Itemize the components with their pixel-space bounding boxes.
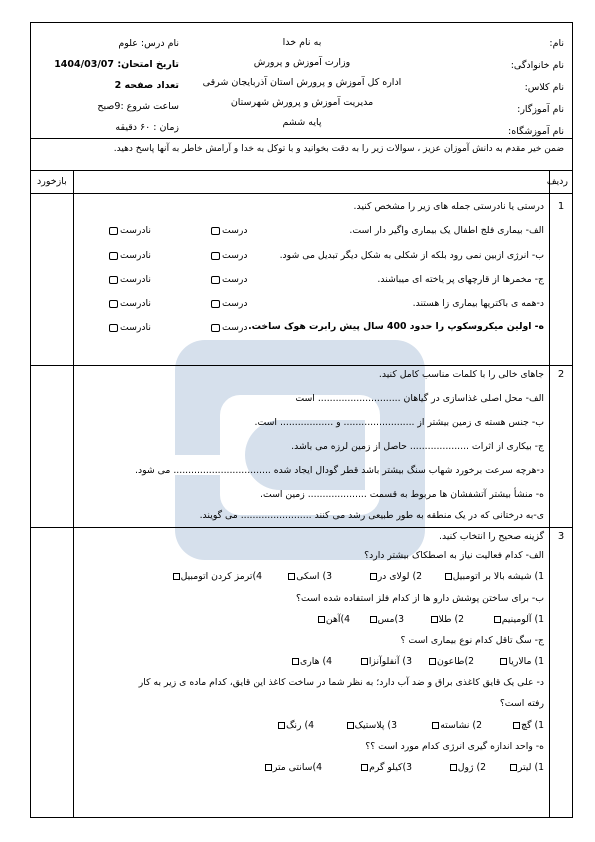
q1-title: درستی یا نادرستی جمله های زیر را مشخص کنید. bbox=[353, 201, 544, 212]
student-name-label: نام: bbox=[549, 38, 564, 49]
q1-bottom-divider bbox=[31, 365, 572, 366]
q2-item-b[interactable]: ب- جنس هسته ی زمین بیشتر از ........................ و .................. است. bbox=[254, 417, 544, 428]
feedback-column-divider bbox=[73, 171, 74, 817]
checkbox-icon bbox=[109, 300, 118, 308]
checkbox-icon bbox=[431, 616, 438, 623]
q1-item-d-false[interactable]: نادرست bbox=[107, 298, 151, 309]
q2-number: 2 bbox=[557, 369, 565, 380]
exam-info bbox=[39, 33, 179, 138]
checkbox-icon bbox=[445, 573, 452, 580]
checkbox-icon bbox=[211, 300, 220, 308]
q3-part-b-option-3[interactable]: 3)مس bbox=[369, 614, 404, 625]
q1-item-a-false[interactable]: نادرست bbox=[107, 225, 151, 236]
q3-part-c-option-4[interactable]: 4) هاری bbox=[291, 656, 332, 667]
q3-part-e-option-1[interactable]: 1) لیتر bbox=[509, 762, 544, 773]
q3-part-b-option-1[interactable]: 1) آلومینیم bbox=[493, 614, 544, 625]
school-name-label: نام آموزشگاه: bbox=[508, 126, 564, 137]
q1-item-a-true[interactable]: درست bbox=[209, 225, 248, 236]
q3-part-a-question: الف- کدام فعالیت نیاز به اصطکاک بیشتر دارد؟ bbox=[364, 550, 544, 561]
duration: زمان : ۶۰ دقیقه bbox=[115, 122, 179, 133]
checkbox-icon bbox=[500, 658, 507, 665]
bismillah: به نام خدا bbox=[282, 37, 322, 48]
q1-item-b: ب- انرژی ازبین نمی رود بلکه از شکلی به شکل دیگر تبدیل می شود. bbox=[279, 250, 544, 261]
exam-sheet bbox=[30, 22, 573, 818]
checkbox-icon bbox=[211, 324, 220, 332]
q1-item-e-false[interactable]: نادرست bbox=[107, 322, 151, 333]
organization-info bbox=[202, 33, 402, 133]
q1-item-a: الف- بیماری فلج اطفال یک بیماری واگیر دار است. bbox=[349, 225, 544, 236]
checkbox-icon bbox=[429, 658, 436, 665]
q2-title: جاهای خالی را با کلمات مناسب کامل کنید. bbox=[378, 369, 544, 380]
q1-item-c: ج- مخمرها از قارچهای پر یاخته ای میباشند. bbox=[377, 274, 544, 285]
checkbox-icon bbox=[109, 227, 118, 235]
q3-part-d-option-3[interactable]: 3) پلاستیک bbox=[346, 720, 397, 731]
intro-text: ضمن خیر مقدم به دانش آموزان عزیز ، سوالات زیر را به دقت بخوانید و با توکل به خدا و آرامش خاطر به آنها پاسخ دهید. bbox=[31, 138, 572, 171]
checkbox-icon bbox=[109, 276, 118, 284]
q1-item-d-true[interactable]: درست bbox=[209, 298, 248, 309]
q3-part-c-option-1[interactable]: 1) مالاریا bbox=[499, 656, 544, 667]
q3-part-c-question: ج- سگ تاقل کدام نوع بیماری است ؟ bbox=[400, 635, 544, 646]
q3-part-b-option-2[interactable]: 2) طلا bbox=[430, 614, 464, 625]
checkbox-icon bbox=[318, 616, 325, 623]
q2-item-e[interactable]: ه- منشأ بیشتر آتشفشان ها مربوط به قسمت .................... زمین است. bbox=[260, 489, 544, 500]
q1-item-c-true[interactable]: درست bbox=[209, 274, 248, 285]
q3-number: 3 bbox=[557, 531, 565, 542]
checkbox-icon bbox=[109, 324, 118, 332]
checkbox-icon bbox=[370, 573, 377, 580]
q3-part-e-option-4[interactable]: 4)سانتی متر bbox=[264, 762, 322, 773]
row-column-header: ردیف bbox=[546, 176, 568, 187]
q1-item-e-true[interactable]: درست bbox=[209, 322, 248, 333]
q3-part-a-option-3[interactable]: 3) اسکی bbox=[287, 571, 332, 582]
exam-header bbox=[31, 23, 572, 139]
q2-bottom-divider bbox=[31, 527, 572, 528]
q3-title: گزینه صحیح را انتخاب کنید. bbox=[439, 531, 544, 542]
teacher-name-label: نام آموزگار: bbox=[517, 104, 564, 115]
city-office: مدیریت آموزش و پرورش شهرستان bbox=[230, 97, 374, 108]
q3-part-e-option-2[interactable]: 2) ژول bbox=[449, 762, 486, 773]
q3-part-a-option-1[interactable]: 1) شیشه بالا بر اتومبیل bbox=[444, 571, 544, 582]
checkbox-icon bbox=[292, 658, 299, 665]
class-name-label: نام کلاس: bbox=[524, 82, 564, 93]
checkbox-icon bbox=[211, 227, 220, 235]
feedback-column-header: بازخورد bbox=[37, 176, 67, 187]
checkbox-icon bbox=[211, 276, 220, 284]
q1-item-c-false[interactable]: نادرست bbox=[107, 274, 151, 285]
checkbox-icon bbox=[265, 764, 272, 771]
q3-part-e-option-3[interactable]: 3)کیلو گرم bbox=[360, 762, 412, 773]
q2-item-d[interactable]: د-هرچه سرعت برخورد شهاب سنگ بیشتر باشد قطر گودال ایجاد شده ................................. می شود. bbox=[135, 465, 544, 476]
q3-part-d-question-continued: رفته است؟ bbox=[499, 698, 544, 709]
q3-part-d-option-1[interactable]: 1) گچ bbox=[512, 720, 544, 731]
q3-part-b-option-4[interactable]: 4)آهن bbox=[317, 614, 350, 625]
grade-label: پایه ششم bbox=[282, 117, 322, 128]
subject-label: نام درس: علوم bbox=[118, 38, 179, 49]
q3-part-a-option-4[interactable]: 4)ترمز کردن اتومبیل bbox=[172, 571, 262, 582]
checkbox-icon bbox=[361, 658, 368, 665]
checkbox-icon bbox=[494, 616, 501, 623]
page-count: تعداد صفحه 2 bbox=[114, 80, 179, 91]
checkbox-icon bbox=[288, 573, 295, 580]
start-time: ساعت شروع :9صبح bbox=[97, 101, 179, 112]
q2-item-c[interactable]: ج- بیکاری از اثرات .................... حاصل از زمین لرزه می باشد. bbox=[291, 441, 544, 452]
column-header-row bbox=[31, 171, 572, 194]
ministry-name: وزارت آموزش و پرورش bbox=[253, 57, 351, 68]
checkbox-icon bbox=[211, 252, 220, 260]
checkbox-icon bbox=[513, 722, 520, 729]
q3-part-c-option-2[interactable]: 2)طاعون bbox=[428, 656, 474, 667]
checkbox-icon bbox=[173, 573, 180, 580]
q3-part-d-question: د- علی یک قایق کاغذی براق و ضد آب دارد؛ به نظر شما در ساخت کاغذ این قایق، کدام ماده ی زیر به کار bbox=[138, 677, 544, 688]
q2-item-f[interactable]: ی-به درختانی که در یک منطقه به طور طبیعی رشد می کنند ........................ می گویند. bbox=[199, 510, 544, 521]
q1-item-b-false[interactable]: نادرست bbox=[107, 250, 151, 261]
checkbox-icon bbox=[278, 722, 285, 729]
q1-item-e: ه- اولین میکروسکوپ را حدود 400 سال پیش رابرت هوک ساخت. bbox=[248, 321, 544, 332]
q3-part-a-option-2[interactable]: 2) لولای در bbox=[369, 571, 422, 582]
checkbox-icon bbox=[450, 764, 457, 771]
q1-number: 1 bbox=[557, 201, 565, 212]
q3-part-c-option-3[interactable]: 3) آنفلوآنزا bbox=[360, 656, 412, 667]
checkbox-icon bbox=[109, 252, 118, 260]
checkbox-icon bbox=[432, 722, 439, 729]
checkbox-icon bbox=[510, 764, 517, 771]
province-office: اداره کل آموزش و پرورش استان آذربایجان شرقی bbox=[202, 77, 402, 88]
checkbox-icon bbox=[347, 722, 354, 729]
exam-date: تاریخ امتحان: 1404/03/07 bbox=[54, 59, 179, 70]
q1-item-b-true[interactable]: درست bbox=[209, 250, 248, 261]
q2-item-a[interactable]: الف- محل اصلی غذاسازی در گیاهان ............................ است bbox=[295, 393, 544, 404]
checkbox-icon bbox=[370, 616, 377, 623]
q3-part-b-question: ب- برای ساختن پوشش دارو ها از کدام فلز استفاده شده است؟ bbox=[296, 593, 544, 604]
row-column-divider bbox=[549, 171, 550, 817]
q1-item-d: د-همه ی باکتریها بیماری زا هستند. bbox=[412, 298, 544, 309]
checkbox-icon bbox=[361, 764, 368, 771]
q3-part-e-question: ه- واحد اندازه گیری انرژی کدام مورد است ؟؟ bbox=[365, 741, 544, 752]
q3-part-d-option-4[interactable]: 4) رنگ bbox=[277, 720, 314, 731]
student-family-label: نام خانوادگی: bbox=[510, 60, 564, 71]
q3-part-d-option-2[interactable]: 2) نشاسته bbox=[431, 720, 482, 731]
student-info bbox=[404, 33, 564, 143]
